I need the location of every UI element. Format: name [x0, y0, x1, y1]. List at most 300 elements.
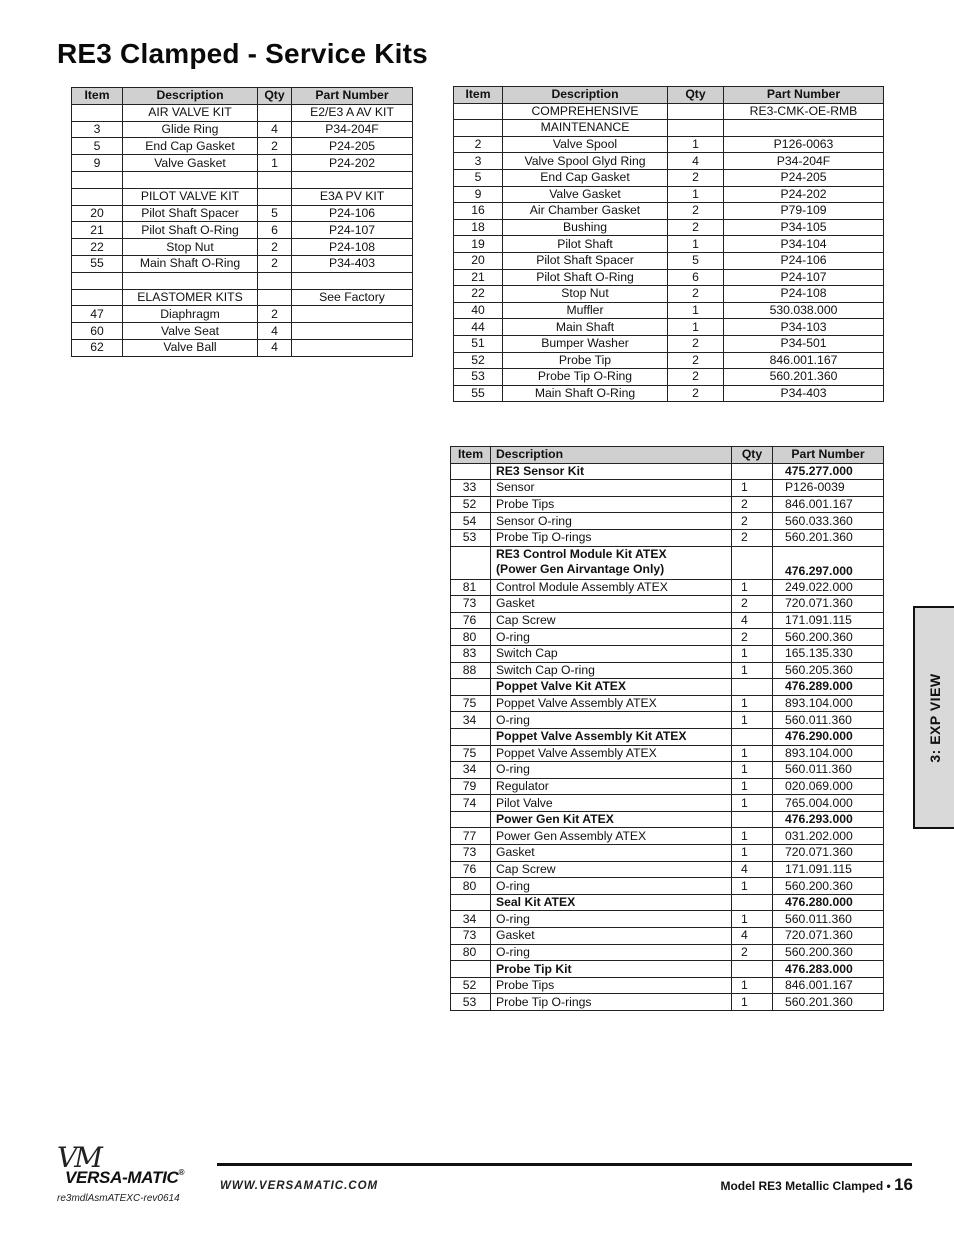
cell-item: 83	[451, 645, 491, 662]
kit-title-line: RE3 Control Module Kit ATEX	[496, 546, 667, 561]
cell-description: Probe Tip O-rings	[491, 529, 732, 546]
cell-qty: 1	[668, 186, 724, 203]
table-row	[451, 480, 884, 497]
table-row	[451, 878, 884, 895]
cell-item: 52	[451, 496, 491, 513]
cell-part-number: 165.135.330	[773, 645, 884, 662]
cell-qty: 1	[668, 236, 724, 253]
table-row	[451, 662, 884, 679]
cell-part-number: 171.091.115	[773, 861, 884, 878]
cell-part-number: 171.091.115	[773, 612, 884, 629]
header-item: Item	[451, 447, 491, 464]
cell-qty: 4	[732, 612, 773, 629]
cell-item: 75	[451, 745, 491, 762]
cell-qty	[258, 272, 292, 289]
table-row	[72, 306, 413, 323]
cell-description: Valve Ball	[123, 339, 258, 356]
cell-description: Pilot Shaft	[503, 236, 668, 253]
cell-description: Valve Gasket	[123, 155, 258, 172]
cell-qty: 2	[732, 496, 773, 513]
cell-part-number: 560.205.360	[773, 662, 884, 679]
cell-description: Bumper Washer	[503, 335, 668, 352]
cell-qty	[732, 546, 773, 579]
cell-item	[451, 679, 491, 696]
cell-item: 73	[451, 596, 491, 613]
cell-part-number: P34-103	[724, 319, 884, 336]
cell-part-number: P34-104	[724, 236, 884, 253]
header-part-number: Part Number	[292, 88, 413, 105]
cell-qty: 1	[732, 645, 773, 662]
cell-description: Probe Tip O-rings	[491, 994, 732, 1011]
cell-qty	[732, 961, 773, 978]
cell-qty: 5	[258, 205, 292, 222]
logo-brand: VERSA-MATIC®	[65, 1168, 185, 1187]
cell-part-number	[292, 272, 413, 289]
cell-part-number: 560.200.360	[773, 944, 884, 961]
cell-item: 33	[451, 480, 491, 497]
table-row	[454, 385, 884, 402]
cell-qty: 2	[258, 306, 292, 323]
table-row	[72, 138, 413, 155]
cell-qty: 5	[668, 252, 724, 269]
cell-qty: 1	[732, 977, 773, 994]
table-row	[72, 155, 413, 172]
cell-description: PILOT VALVE KIT	[123, 188, 258, 205]
cell-qty: 1	[668, 319, 724, 336]
cell-item: 80	[451, 944, 491, 961]
cell-part-number: 530.038.000	[724, 302, 884, 319]
cell-description: COMPREHENSIVE	[503, 103, 668, 120]
table-row	[454, 103, 884, 120]
cell-qty	[258, 289, 292, 306]
cell-part-number: P24-202	[292, 155, 413, 172]
cell-qty: 4	[258, 323, 292, 340]
cell-item	[451, 811, 491, 828]
cell-qty	[668, 120, 724, 137]
cell-description: O-ring	[491, 911, 732, 928]
cell-part-number: E3A PV KIT	[292, 188, 413, 205]
cell-qty: 2	[668, 203, 724, 220]
cell-item: 2	[454, 136, 503, 153]
header-item: Item	[72, 88, 123, 105]
kit-group-row	[451, 728, 884, 745]
table-row	[454, 352, 884, 369]
section-tab	[913, 606, 954, 829]
cell-part-number	[724, 120, 884, 137]
cell-description	[123, 272, 258, 289]
kit-subtitle-line: (Power Gen Airvantage Only)	[496, 561, 665, 576]
cell-part-number: P34-105	[724, 219, 884, 236]
cell-description: Cap Screw	[491, 612, 732, 629]
cell-part-number: 720.071.360	[773, 596, 884, 613]
cell-description: Bushing	[503, 219, 668, 236]
cell-item: 22	[72, 239, 123, 256]
cell-item: 52	[454, 352, 503, 369]
table-row	[72, 205, 413, 222]
cell-qty: 6	[668, 269, 724, 286]
cell-part-number: RE3-CMK-OE-RMB	[724, 103, 884, 120]
table-row	[72, 188, 413, 205]
header-qty: Qty	[668, 87, 724, 104]
table-row	[72, 121, 413, 138]
cell-item: 5	[454, 169, 503, 186]
cell-qty: 2	[668, 369, 724, 386]
cell-item: 40	[454, 302, 503, 319]
cell-description: Sensor	[491, 480, 732, 497]
table-row	[454, 369, 884, 386]
cell-qty: 2	[258, 138, 292, 155]
cell-part-number: 560.011.360	[773, 712, 884, 729]
cell-qty: 1	[732, 762, 773, 779]
cell-description: Pilot Shaft Spacer	[123, 205, 258, 222]
cell-qty: 2	[732, 944, 773, 961]
cell-description	[123, 171, 258, 188]
cell-part-number: 020.069.000	[773, 778, 884, 795]
cell-part-number: 476.293.000	[773, 811, 884, 828]
cell-description: Control Module Assembly ATEX	[491, 579, 732, 596]
cell-item: 88	[451, 662, 491, 679]
logo-mark: VM	[57, 1141, 100, 1174]
cell-qty: 1	[732, 662, 773, 679]
table-row	[454, 286, 884, 303]
header-description: Description	[123, 88, 258, 105]
cell-qty	[732, 811, 773, 828]
cell-part-number: P126-0039	[773, 480, 884, 497]
cell-item	[72, 171, 123, 188]
kits-table-comprehensive	[453, 86, 884, 402]
cell-qty: 4	[258, 339, 292, 356]
header-item: Item	[454, 87, 503, 104]
cell-qty: 2	[668, 385, 724, 402]
cell-part-number: 560.200.360	[773, 878, 884, 895]
cell-part-number: P24-106	[292, 205, 413, 222]
cell-part-number: P34-204F	[724, 153, 884, 170]
cell-part-number: 476.280.000	[773, 894, 884, 911]
cell-item: 34	[451, 911, 491, 928]
cell-qty: 4	[668, 153, 724, 170]
table-row	[454, 120, 884, 137]
kit-group-row	[451, 894, 884, 911]
cell-part-number: 560.201.360	[773, 529, 884, 546]
kits-table-left	[71, 87, 413, 357]
cell-qty: 1	[668, 302, 724, 319]
cell-part-number: P24-205	[724, 169, 884, 186]
cell-description: Pilot Valve	[491, 795, 732, 812]
cell-description: Probe Tip	[503, 352, 668, 369]
cell-item: 77	[451, 828, 491, 845]
cell-part-number: P34-501	[724, 335, 884, 352]
cell-part-number: P126-0063	[724, 136, 884, 153]
cell-item	[451, 894, 491, 911]
cell-qty: 1	[668, 136, 724, 153]
versa-matic-logo	[57, 1141, 217, 1191]
table-row	[454, 252, 884, 269]
table-row	[451, 596, 884, 613]
cell-item	[451, 546, 491, 579]
cell-item: 53	[451, 529, 491, 546]
table-row	[72, 239, 413, 256]
cell-item: 80	[451, 878, 491, 895]
cell-item	[451, 961, 491, 978]
cell-item: 73	[451, 845, 491, 862]
cell-part-number: P79-109	[724, 203, 884, 220]
table-row	[451, 762, 884, 779]
table-row	[72, 323, 413, 340]
cell-description: End Cap Gasket	[503, 169, 668, 186]
cell-qty: 1	[258, 155, 292, 172]
kit-group-row	[451, 961, 884, 978]
table-row	[454, 186, 884, 203]
cell-description: Probe Tip Kit	[491, 961, 732, 978]
cell-item: 55	[72, 255, 123, 272]
header-qty: Qty	[732, 447, 773, 464]
cell-description: ELASTOMER KITS	[123, 289, 258, 306]
cell-description: Glide Ring	[123, 121, 258, 138]
cell-description: Poppet Valve Assembly ATEX	[491, 745, 732, 762]
cell-description: Muffler	[503, 302, 668, 319]
table-row	[451, 612, 884, 629]
cell-part-number	[292, 339, 413, 356]
cell-description: Switch Cap O-ring	[491, 662, 732, 679]
cell-item: 51	[454, 335, 503, 352]
cell-item: 19	[454, 236, 503, 253]
cell-part-number: 846.001.167	[773, 496, 884, 513]
cell-part-number: E2/E3 A AV KIT	[292, 104, 413, 121]
cell-part-number: 893.104.000	[773, 745, 884, 762]
cell-item	[72, 188, 123, 205]
cell-description: RE3 Sensor Kit	[491, 463, 732, 480]
cell-qty: 2	[668, 335, 724, 352]
footer-divider	[217, 1163, 912, 1166]
cell-description: Stop Nut	[123, 239, 258, 256]
table-row	[451, 745, 884, 762]
table-row	[454, 136, 884, 153]
cell-description: Air Chamber Gasket	[503, 203, 668, 220]
cell-qty: 1	[732, 878, 773, 895]
cell-qty: 1	[732, 778, 773, 795]
cell-description	[491, 546, 732, 579]
cell-part-number: P24-107	[724, 269, 884, 286]
cell-qty: 1	[732, 911, 773, 928]
cell-description: O-ring	[491, 944, 732, 961]
table-row	[451, 928, 884, 945]
cell-qty: 2	[732, 629, 773, 646]
cell-item	[454, 120, 503, 137]
cell-item: 81	[451, 579, 491, 596]
cell-qty: 2	[732, 529, 773, 546]
cell-description: Probe Tips	[491, 977, 732, 994]
cell-qty: 2	[732, 513, 773, 530]
cell-item: 47	[72, 306, 123, 323]
cell-part-number	[292, 306, 413, 323]
table-row	[454, 335, 884, 352]
cell-description: Valve Seat	[123, 323, 258, 340]
table-row	[451, 845, 884, 862]
cell-item	[454, 103, 503, 120]
cell-description: Poppet Valve Assembly Kit ATEX	[491, 728, 732, 745]
cell-part-number: P24-108	[292, 239, 413, 256]
cell-qty: 1	[732, 712, 773, 729]
cell-item: 53	[451, 994, 491, 1011]
cell-description: Switch Cap	[491, 645, 732, 662]
table-header-row	[454, 87, 884, 104]
cell-qty: 1	[732, 994, 773, 1011]
cell-item: 3	[72, 121, 123, 138]
cell-part-number: 249.022.000	[773, 579, 884, 596]
cell-item: 80	[451, 629, 491, 646]
cell-qty: 2	[668, 169, 724, 186]
cell-item: 79	[451, 778, 491, 795]
website-link[interactable]: WWW.VERSAMATIC.COM	[220, 1180, 379, 1192]
cell-item: 3	[454, 153, 503, 170]
table-row	[451, 529, 884, 546]
cell-description: MAINTENANCE	[503, 120, 668, 137]
cell-item: 34	[451, 762, 491, 779]
table-row	[454, 236, 884, 253]
cell-qty	[732, 463, 773, 480]
cell-description: Poppet Valve Assembly ATEX	[491, 695, 732, 712]
cell-part-number: P34-204F	[292, 121, 413, 138]
cell-qty: 4	[258, 121, 292, 138]
cell-description: Seal Kit ATEX	[491, 894, 732, 911]
table-header-row	[72, 88, 413, 105]
table-row	[451, 795, 884, 812]
table-row	[451, 629, 884, 646]
cell-part-number: P34-403	[724, 385, 884, 402]
cell-item: 76	[451, 612, 491, 629]
cell-part-number: See Factory	[292, 289, 413, 306]
cell-part-number: 560.011.360	[773, 911, 884, 928]
cell-description: O-ring	[491, 878, 732, 895]
table-row	[451, 861, 884, 878]
table-row	[454, 219, 884, 236]
cell-description: Valve Spool	[503, 136, 668, 153]
cell-description: Sensor O-ring	[491, 513, 732, 530]
table-row	[454, 203, 884, 220]
cell-item: 16	[454, 203, 503, 220]
cell-description: Valve Gasket	[503, 186, 668, 203]
cell-qty: 1	[732, 695, 773, 712]
cell-description: O-ring	[491, 712, 732, 729]
cell-qty: 1	[732, 579, 773, 596]
cell-item: 76	[451, 861, 491, 878]
cell-description: Gasket	[491, 845, 732, 862]
page-number: 16	[894, 1175, 913, 1194]
cell-item: 20	[454, 252, 503, 269]
cell-part-number: P34-403	[292, 255, 413, 272]
cell-part-number: 560.011.360	[773, 762, 884, 779]
cell-item	[72, 272, 123, 289]
cell-part-number: P24-202	[724, 186, 884, 203]
cell-item: 53	[454, 369, 503, 386]
cell-item: 20	[72, 205, 123, 222]
model-label: Model RE3 Metallic Clamped •	[720, 1179, 891, 1193]
table-row	[451, 645, 884, 662]
cell-qty: 2	[668, 286, 724, 303]
cell-item: 60	[72, 323, 123, 340]
cell-item	[72, 104, 123, 121]
cell-qty: 2	[258, 239, 292, 256]
cell-description: Probe Tip O-Ring	[503, 369, 668, 386]
cell-qty: 1	[732, 745, 773, 762]
section-tab-label: 3: EXP VIEW	[926, 672, 943, 763]
cell-qty	[668, 103, 724, 120]
cell-description: Power Gen Kit ATEX	[491, 811, 732, 828]
cell-description: Regulator	[491, 778, 732, 795]
cell-description: Pilot Shaft O-Ring	[123, 222, 258, 239]
cell-qty	[258, 171, 292, 188]
cell-part-number: P24-107	[292, 222, 413, 239]
cell-part-number	[292, 171, 413, 188]
cell-item	[451, 728, 491, 745]
page-title: RE3 Clamped - Service Kits	[57, 38, 428, 69]
cell-description: Power Gen Assembly ATEX	[491, 828, 732, 845]
cell-description: O-ring	[491, 762, 732, 779]
cell-item: 52	[451, 977, 491, 994]
cell-part-number: 476.283.000	[773, 961, 884, 978]
cell-qty: 1	[732, 480, 773, 497]
cell-qty	[258, 188, 292, 205]
cell-part-number: 475.277.000	[773, 463, 884, 480]
cell-description: O-ring	[491, 629, 732, 646]
cell-item: 21	[454, 269, 503, 286]
table-row	[72, 272, 413, 289]
cell-item: 22	[454, 286, 503, 303]
cell-item	[451, 463, 491, 480]
table-row	[72, 339, 413, 356]
table-row	[451, 496, 884, 513]
cell-item: 9	[454, 186, 503, 203]
cell-qty: 1	[732, 828, 773, 845]
cell-item: 9	[72, 155, 123, 172]
cell-description: Poppet Valve Kit ATEX	[491, 679, 732, 696]
table-row	[454, 269, 884, 286]
cell-description: Diaphragm	[123, 306, 258, 323]
header-description: Description	[491, 447, 732, 464]
table-row	[72, 222, 413, 239]
cell-part-number: 765.004.000	[773, 795, 884, 812]
document-reference: re3mdlAsmATEXC-rev0614	[57, 1193, 180, 1204]
table-row	[451, 513, 884, 530]
cell-qty: 2	[732, 596, 773, 613]
kit-group-row	[451, 679, 884, 696]
cell-qty	[258, 104, 292, 121]
cell-description: Pilot Shaft O-Ring	[503, 269, 668, 286]
table-row	[72, 171, 413, 188]
cell-part-number: 720.071.360	[773, 928, 884, 945]
kit-group-row	[451, 811, 884, 828]
cell-item: 44	[454, 319, 503, 336]
cell-item: 18	[454, 219, 503, 236]
cell-qty: 4	[732, 861, 773, 878]
cell-description: Gasket	[491, 596, 732, 613]
table-row	[451, 712, 884, 729]
cell-qty: 2	[668, 219, 724, 236]
cell-part-number: 560.200.360	[773, 629, 884, 646]
table-row	[451, 944, 884, 961]
table-row	[451, 778, 884, 795]
cell-item	[72, 289, 123, 306]
cell-part-number: 560.201.360	[773, 994, 884, 1011]
cell-qty: 2	[258, 255, 292, 272]
header-qty: Qty	[258, 88, 292, 105]
cell-qty: 6	[258, 222, 292, 239]
cell-part-number: 476.289.000	[773, 679, 884, 696]
header-part-number: Part Number	[724, 87, 884, 104]
cell-part-number: 476.297.000	[773, 546, 884, 579]
cell-qty: 1	[732, 795, 773, 812]
cell-qty: 1	[732, 845, 773, 862]
